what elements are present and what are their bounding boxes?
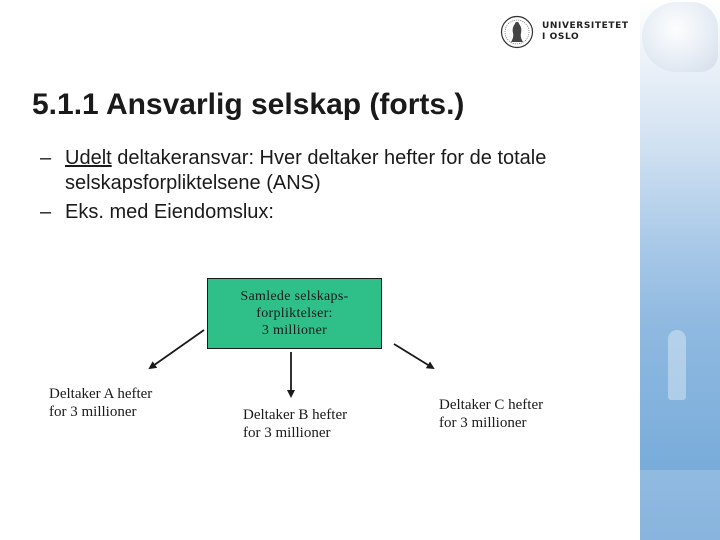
deltaker-b-label (243, 406, 347, 442)
box-line2: forpliktelser: (256, 306, 333, 321)
university-name-line2: I OSLO (542, 32, 580, 42)
deltaker-c-label (439, 396, 543, 432)
bullet-dash: – (40, 147, 52, 169)
bullet-text: Eks. med Eiendomslux: (65, 201, 274, 223)
total-liabilities-box (207, 278, 382, 349)
box-line3: 3 millioner (261, 323, 328, 338)
deltaker-a-label (49, 385, 152, 421)
bullet-dash: – (40, 201, 52, 223)
deltaker-a-line2: for 3 millioner (49, 404, 137, 420)
deltaker-b-line1: Deltaker B hefter (243, 407, 348, 423)
deltaker-b-line2: for 3 millioner (243, 425, 331, 441)
box-line1: Samlede selskaps- (240, 289, 349, 304)
slide-title: 5.1.1 Ansvarlig selskap (forts.) (32, 88, 465, 121)
bullet-text: deltakeransvar: Hver deltaker hefter for de totale selskapsforpliktelsene (ANS) (65, 147, 547, 194)
arrow-to-deltaker-c (394, 344, 433, 368)
deltaker-c-line1: Deltaker C hefter (439, 397, 544, 413)
arrow-to-deltaker-a (150, 330, 204, 368)
deltaker-c-line2: for 3 millioner (439, 415, 527, 431)
bullet-underlined-word: Udelt (65, 147, 112, 169)
deltaker-a-line1: Deltaker A hefter (49, 386, 153, 402)
university-name-line1: UNIVERSITETET (542, 21, 629, 31)
